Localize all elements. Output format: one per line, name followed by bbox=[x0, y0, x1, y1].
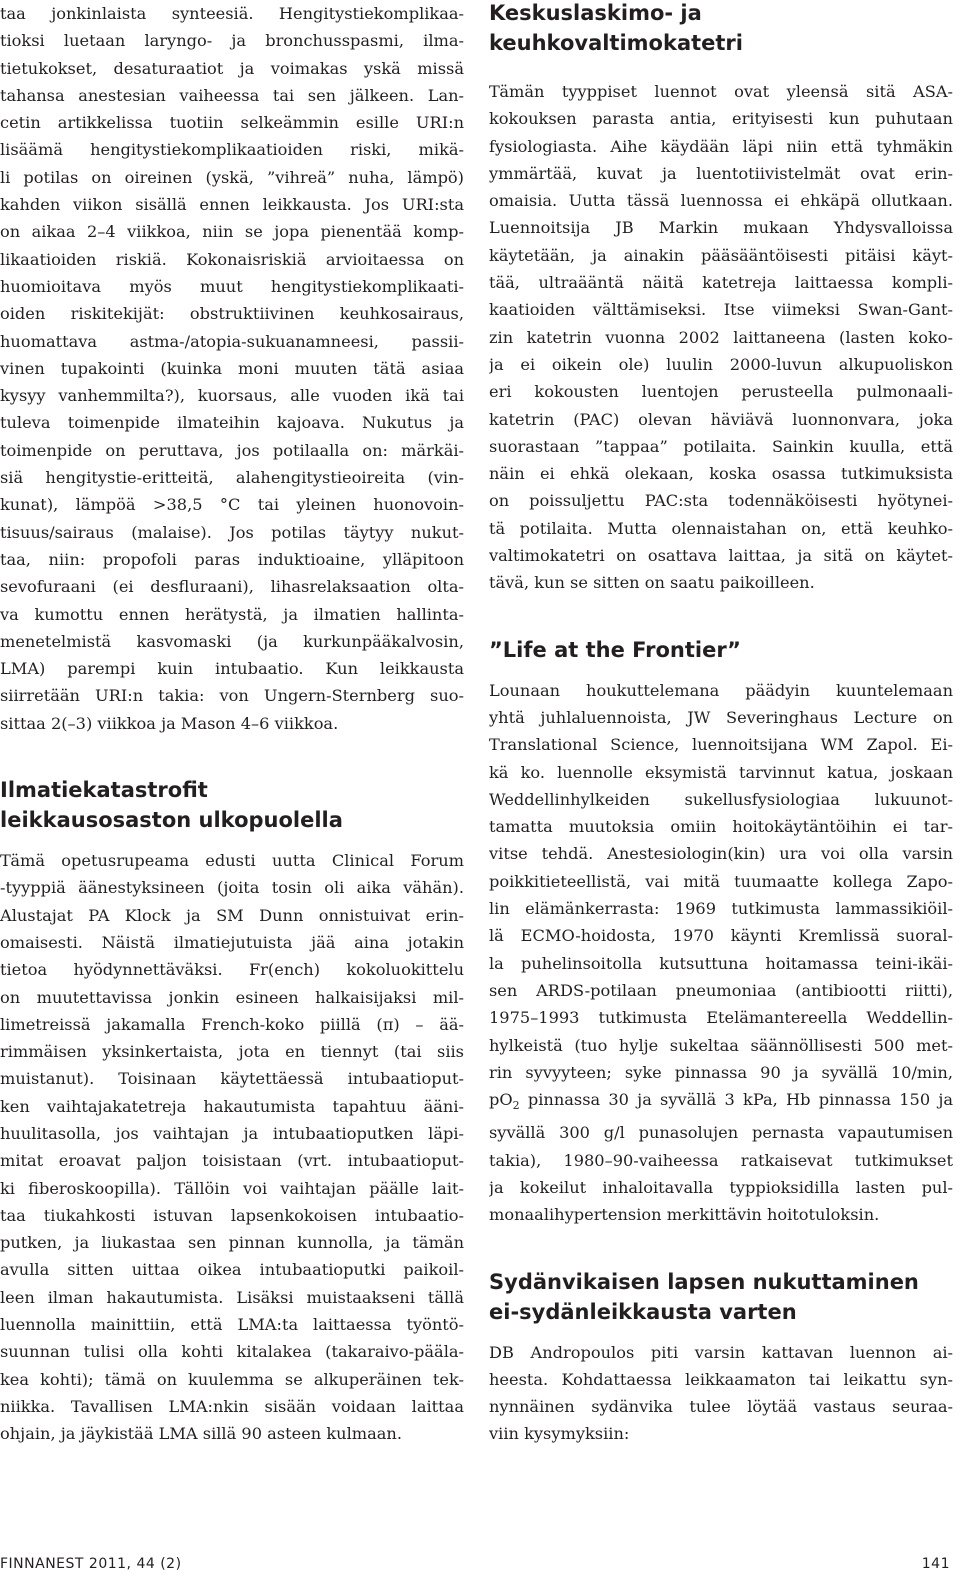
text-line: nynnäinen sydänvika tulee löytää vastaus seuraa- bbox=[489, 1397, 953, 1417]
text-line: näin ei ehkä olekaan, koska osassa tutkimuksista bbox=[489, 464, 953, 484]
text-line: niikka. Tavallisen LMA:nkin sisään voidaan laittaa bbox=[0, 1396, 464, 1416]
text-line: Translational Science, luennoitsijana WM Zapol. Ei- bbox=[489, 735, 953, 755]
text-line: valtimokatetri on osattava laittaa, ja sitä on käytet- bbox=[489, 546, 953, 566]
text-line: ki fiberoskoopilla). Tällöin voi vaihtajan päälle lait- bbox=[0, 1178, 464, 1198]
text-line: ymmärtää, kuvat ja luentotiivistelmät ovat erin- bbox=[489, 163, 953, 183]
left-paragraph-2 bbox=[0, 847, 464, 1448]
text-line: taa jonkinlaista synteesiä. Hengitystiekomplikaa- bbox=[0, 4, 464, 23]
text-line: tietoa hyödynnettäväksi. Fr(ench) kokoluokittelu bbox=[0, 960, 464, 980]
text-line: ken vaihtajakatetreja hakautumista tapahtuu ääni- bbox=[0, 1096, 464, 1116]
right-heading-pediatric-cardiac bbox=[489, 1267, 953, 1327]
text-line: leikkausosaston ulkopuolella bbox=[0, 808, 343, 833]
text-line: likaatioiden riskiä. Kokonaisriskiä arvioitaessa on bbox=[0, 249, 464, 269]
text-line: ”Life at the Frontier” bbox=[489, 637, 741, 662]
right-paragraph-3 bbox=[489, 1339, 953, 1448]
text-line: vinen tupakointi (kuinka moni muuten tätä asiaa bbox=[0, 358, 464, 378]
text-line: tä potilaita. Mutta olennaistahan on, että keuhko- bbox=[489, 518, 953, 538]
text-line: tietukokset, desaturaatiot ja voimakas yskä missä bbox=[0, 58, 464, 78]
text-line: huomioitava myös muut hengitystiekomplikaati- bbox=[0, 276, 464, 296]
text-line: sen ARDS-potilaan pneumoniaa (antibiootti riitti), bbox=[489, 980, 953, 1000]
text-line: -tyyppiä äänestyksineen (joita tosin oli aika vähän). bbox=[0, 878, 464, 898]
text-line: luennolla mainittiin, että LMA:ta laittaessa työntö- bbox=[0, 1315, 464, 1335]
text-line: ja kokeilut inhaloitavalla typpioksidilla lasten pul- bbox=[489, 1177, 953, 1197]
text-line: vitse tehdä. Anestesiologin(kin) ura voi olla varsin bbox=[489, 844, 953, 864]
text-line: takia), 1980–90-vaiheessa ratkaisevat tutkimukset bbox=[489, 1150, 953, 1170]
right-column bbox=[489, 2, 953, 1448]
text-line: oiden riskitekijät: obstruktiivinen keuhkosairaus, bbox=[0, 304, 464, 324]
text-line: viin kysymyksiin: bbox=[489, 1424, 630, 1444]
text-line: suorastaan ”tappaa” potilaita. Sainkin kuulla, että bbox=[489, 436, 953, 456]
text-line: kunat), lämpöä >38,5 °C tai yleinen huonovoin- bbox=[0, 495, 464, 515]
text-line: Alustajat PA Klock ja SM Dunn onnistuivat erin- bbox=[0, 905, 464, 925]
text-line: katetrin (PAC) olevan häviävä luonnonvara, joka bbox=[489, 409, 953, 429]
text-line: yhtä juhlaluennoista, JW Severinghaus Lecture on bbox=[489, 707, 953, 727]
text-line: leen ilman hakautumista. Lisäksi muistaakseni tällä bbox=[0, 1287, 464, 1307]
text-line: Lounaan houkuttelemana päädyin kuuntelemaan bbox=[489, 680, 953, 700]
text-line: tää, ultraääntä näitä katetreja laittaessa kompli- bbox=[489, 273, 953, 293]
text-line: tisuus/sairaus (malaise). Jos potilas täytyy nukut- bbox=[0, 522, 464, 542]
text-line: Sydänvikaisen lapsen nukuttaminen bbox=[489, 1269, 919, 1294]
text-line: tamatta muutoksia omiin hoitokäytäntöihin ei tar- bbox=[489, 817, 953, 837]
text-line: LMA) parempi kuin intubaatio. Kun leikkausta bbox=[0, 659, 464, 679]
right-paragraph-2 bbox=[489, 677, 953, 1229]
text-line: menetelmistä kasvomaski (ja kurkunpääkalvosin, bbox=[0, 631, 464, 651]
text-line: eri kokousten luentojen perusteella pulmonaali- bbox=[489, 382, 953, 402]
right-paragraph-2-head bbox=[489, 677, 953, 1086]
text-line: toimenpide on peruttava, jos potilaalla on: märkäi- bbox=[0, 440, 464, 460]
text-line: avulla sitten uittaa oikea intubaatioputki paikoil- bbox=[0, 1260, 464, 1280]
text-line: huomattava astma-/atopia-sukuanamneesi, passii- bbox=[0, 331, 464, 351]
right-heading-catheters bbox=[489, 0, 953, 58]
text-line: ei-sydänleikkausta varten bbox=[489, 1299, 797, 1324]
publication-info: FINNANEST 2011, 44 (2) bbox=[0, 1556, 182, 1572]
text-line: ja ei oikein ole) luulin 2000-luvun alkupuoliskon bbox=[489, 354, 953, 374]
text-line: fysiologiasta. Aihe käydään läpi niin että tyhmäkin bbox=[489, 136, 953, 156]
text-line: kä ko. luennolle eksymistä tarvinnut katua, joskaan bbox=[489, 762, 953, 782]
text-line: kaatioiden välttämiseksi. Itse viimeksi Swan-Gant- bbox=[489, 300, 953, 320]
text-line: kysyy vanhemmilta?), kuorsaus, alle vuoden ikä tai bbox=[0, 386, 464, 406]
text-line: omaisesti. Näistä ilmatiejutuista jää aina jotakin bbox=[0, 932, 464, 952]
text-line: syvällä 300 g/l punasolujen pernasta vapautumisen bbox=[489, 1123, 953, 1143]
text-line: taa, niin: propofoli paras induktioaine, ylläpitoon bbox=[0, 549, 464, 569]
text-line: limetreissä jakamalla French-koko piillä (π) – ää- bbox=[0, 1014, 464, 1034]
text-line: li potilas on oireinen (yskä, ”vihreä” nuha, lämpö) bbox=[0, 167, 464, 187]
text-line: kea kohti); tämä on kuulemma se alkuperäinen tek- bbox=[0, 1369, 464, 1389]
text-line: putken, ja liukastaa sen pinnan kunnolla, ja tämän bbox=[0, 1233, 464, 1253]
text-line: keuhkovaltimokatetri bbox=[489, 31, 743, 55]
text-line: sevofuraani (ei desfluraani), lihasrelaksaation olta- bbox=[0, 577, 464, 597]
text-line: zin katetrin vuonna 2002 laittaneena (lasten koko- bbox=[489, 327, 953, 347]
page-number: 141 bbox=[921, 1556, 950, 1572]
text-line: cetin artikkelissa tuotiin selkeämmin esille URI:n bbox=[0, 113, 464, 133]
text-line: tuleva toimenpide ilmateihin kajoava. Nukutus ja bbox=[0, 413, 464, 433]
text-line: suunnan tulisi olla kohti kitalakea (takaraivo-päälа- bbox=[0, 1342, 464, 1362]
left-heading-airway-catastrophes bbox=[0, 775, 464, 835]
text-line: sittaa 2(–3) viikkoa ja Mason 4–6 viikkoa. bbox=[0, 713, 339, 733]
text-line: Tämä opetusrupeama edusti uutta Clinical Forum bbox=[0, 851, 464, 871]
right-paragraph-1 bbox=[489, 78, 953, 597]
text-line: kokouksen parasta antia, erityisesti kun puhutaan bbox=[489, 109, 953, 129]
text-line: muistanut). Toisinaan käytettäessä intubaatioput- bbox=[0, 1069, 464, 1089]
text-line: on poissuljettu PAC:sta todennäköisesti hyötynei- bbox=[489, 491, 953, 511]
text-line: Keskuslaskimo- ja bbox=[489, 1, 702, 25]
text-line: on aikaa 2–4 viikkoa, niin se jopa pienentää komp- bbox=[0, 222, 464, 242]
text-line: Ilmatiekatastrofit bbox=[0, 778, 208, 803]
text-line: siirretään URI:n takia: von Ungern-Sternberg suo- bbox=[0, 686, 464, 706]
text-line: käytetään, ja ainakin pääsääntöisesti pitäisi käyt- bbox=[489, 245, 953, 265]
text-line: DB Andropoulos piti varsin kattavan luennon ai- bbox=[489, 1342, 953, 1362]
text-line: lin elämänkerrasta: 1969 tutkimusta lammassikiöil- bbox=[489, 899, 953, 919]
text-line: omaisia. Uutta tässä luennossa ei ehkäpä ollutkaan. bbox=[489, 191, 953, 211]
text-line: va kumottu ennen herätystä, ja ilmatien hallinta- bbox=[0, 604, 464, 624]
text-line: tävä, kun se sitten on saatu paikoilleen. bbox=[489, 573, 815, 593]
right-heading-life-at-frontier bbox=[489, 635, 953, 665]
text-line: Tämän tyyppiset luennot ovat yleensä sitä ASA- bbox=[489, 82, 953, 101]
left-column bbox=[0, 0, 464, 1448]
text-line: ohjain, ja jäykistää LMA sillä 90 asteen kulmaan. bbox=[0, 1424, 402, 1444]
po2-line: $pO_2$ pinnassa 30 ja syvällä 3 kPa, Hb pinnassa 150 ja bbox=[489, 1090, 953, 1113]
text-line: mitat eroavat paljon toisistaan (vrt. intubaatioput- bbox=[0, 1151, 464, 1171]
text-line: Weddellinhylkeiden sukellusfysiologiaa lukuunot- bbox=[489, 789, 953, 809]
text-line: 1975–1993 tutkimusta Etelämantereella Weddellin- bbox=[489, 1008, 953, 1028]
text-line: tioksi luetaan laryngo- ja bronchusspasmi, ilma- bbox=[0, 31, 464, 51]
text-line: monaalihypertension merkittävin hoitotuloksin. bbox=[489, 1205, 880, 1225]
text-line: lisäämä hengitystiekomplikaatioiden riski, mikä- bbox=[0, 140, 464, 160]
text-line: taa tiukahkosti istuvan lapsenkokoisen intubaatio- bbox=[0, 1205, 464, 1225]
text-line: lä ECMO-hoidosta, 1970 käynti Kremlissä suoral- bbox=[489, 926, 953, 946]
text-line: la puhelinsoitolla kutsuttuna hoitamassa teini-ikäi- bbox=[489, 953, 953, 973]
right-paragraph-2-tail bbox=[489, 1119, 953, 1228]
text-line: heesta. Kohdattaessa leikkaamaton tai leikattu syn- bbox=[489, 1369, 953, 1389]
text-line: on muutettavissa jonkin esineen halkaisijaksi mil- bbox=[0, 987, 464, 1007]
text-line: kahden viikon sisällä ennen leikkausta. Jos URI:sta bbox=[0, 195, 464, 215]
text-line: Luennoitsija JB Markin mukaan Yhdysvalloissa bbox=[489, 218, 953, 238]
text-line: tahansa anestesian vaiheessa tai sen jälkeen. Lan- bbox=[0, 85, 464, 105]
text-line: siä hengitystie-eritteitä, alahengitystieoireita (vin- bbox=[0, 468, 464, 488]
text-line: rin syvyyteen; syke pinnassa 90 ja syvällä 10/min, bbox=[489, 1062, 953, 1082]
text-line: rimmäisen yksinkertaista, jota en tiennyt (tai siis bbox=[0, 1042, 464, 1062]
text-line: huulitasolla, jos vaihtajan ja intubaatioputken läpi- bbox=[0, 1123, 464, 1143]
text-line: hylkeistä (tuo hylje sukeltaa säännöllisesti 500 met- bbox=[489, 1035, 953, 1055]
left-paragraph-1 bbox=[0, 0, 464, 737]
text-line: poikkitieteellistä, vai mitä tuumaatte kollega Zapo- bbox=[489, 871, 953, 891]
